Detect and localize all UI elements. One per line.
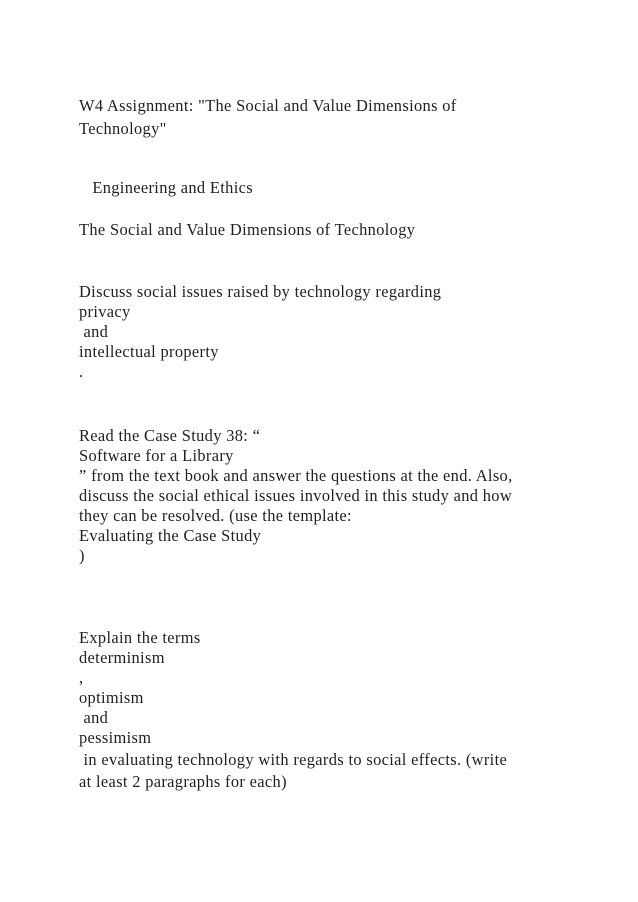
question-3-line-5: and [79,708,109,727]
question-3-line-2: determinism [79,648,165,667]
question-2-line-4: discuss the social ethical issues involved in this study and how [79,486,513,505]
question-1-line-5: . [79,362,84,381]
question-3-line-4: optimism [79,688,144,707]
question-1-line-1: Discuss social issues raised by technology regarding [79,282,442,301]
question-1-line-4: intellectual property [79,342,219,361]
question-2-line-7: ) [79,546,85,565]
section-heading: The Social and Value Dimensions of Technology [79,220,416,239]
question-2-line-6: Evaluating the Case Study [79,526,262,545]
question-3-line-1: Explain the terms [79,628,201,647]
question-2-line-1: Read the Case Study 38: “ [79,426,261,445]
question-3-line-7: in evaluating technology with regards to social effects. (write [79,750,508,769]
course-heading: Engineering and Ethics [79,178,253,197]
assignment-title-line-1: W4 Assignment: "The Social and Value Dimensions of [79,96,457,115]
question-2-line-2: Software for a Library [79,446,234,465]
question-1-line-2: privacy [79,302,131,321]
question-3-line-6: pessimism [79,728,152,747]
question-3-line-8: at least 2 paragraphs for each) [79,772,287,791]
question-3-line-3: , [79,668,84,687]
question-2-line-5: they can be resolved. (use the template: [79,506,352,525]
question-2-line-3: ” from the text book and answer the questions at the end. Also, [79,466,513,485]
question-1-line-3: and [79,322,109,341]
assignment-title-line-2: Technology" [79,119,167,138]
